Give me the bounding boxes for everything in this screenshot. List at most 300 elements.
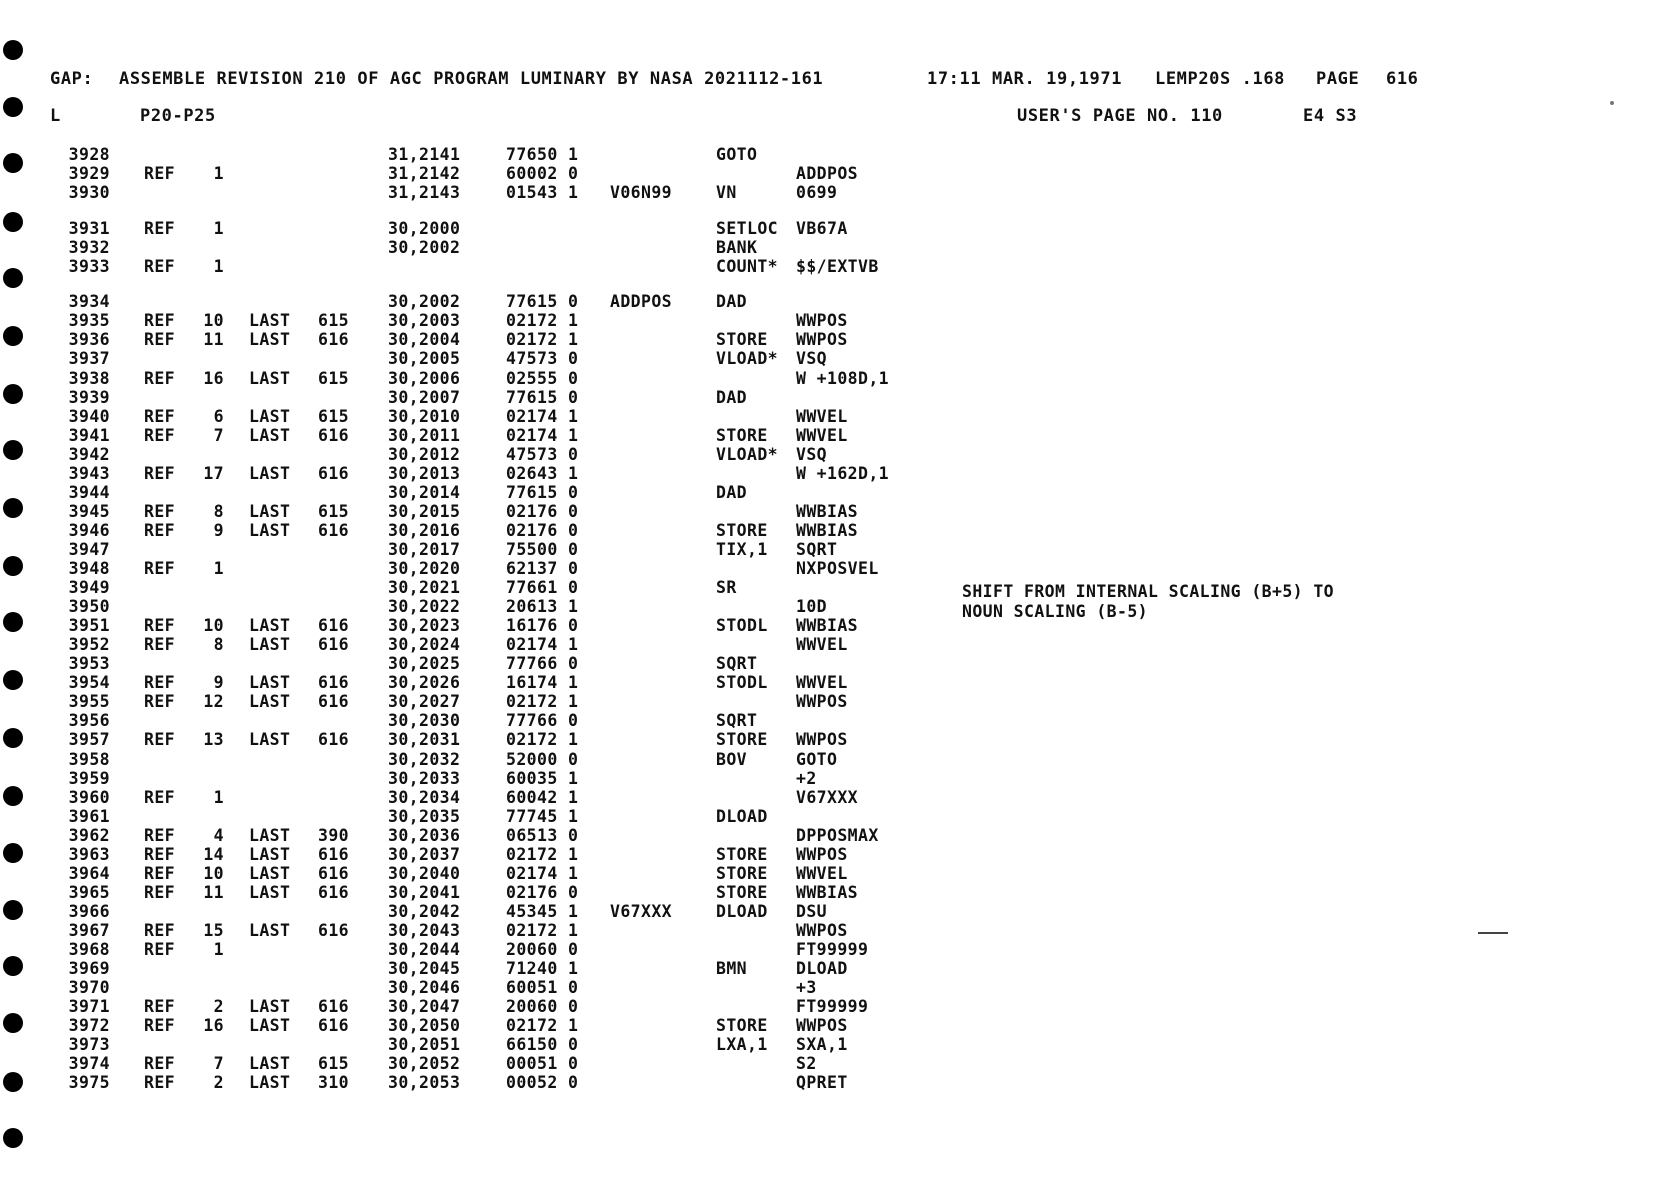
line-number: 3938 <box>68 368 110 388</box>
operand: FT99999 <box>796 997 869 1017</box>
address: 30,2047 <box>388 997 461 1017</box>
line-number: 3962 <box>68 825 110 845</box>
ref-keyword: REF <box>144 863 176 883</box>
operand: WWPOS <box>796 692 848 712</box>
opcode: STORE <box>716 882 768 902</box>
address: 30,2022 <box>388 597 461 617</box>
listing-line <box>0 978 1500 997</box>
last-keyword: LAST <box>249 520 291 540</box>
last-page: 615 <box>318 1054 350 1074</box>
operand: WWBIAS <box>796 501 859 521</box>
operand: WWPOS <box>796 730 848 750</box>
ref-keyword: REF <box>144 940 176 959</box>
object-code: 77615 0 <box>506 292 579 312</box>
listing-line <box>0 1054 1500 1073</box>
last-keyword: LAST <box>249 425 291 445</box>
line-number: 3974 <box>68 1054 110 1074</box>
last-page: 616 <box>318 844 350 864</box>
listing-line <box>0 788 1500 807</box>
last-page: 616 <box>318 673 350 693</box>
listing-line <box>0 845 1500 864</box>
last-keyword: LAST <box>249 501 291 521</box>
address: 30,2023 <box>388 616 461 636</box>
listing-line <box>0 940 1500 959</box>
operand: V67XXX <box>796 787 859 807</box>
last-page: 616 <box>318 635 350 655</box>
ref-count: 1 <box>213 787 224 807</box>
last-page: 616 <box>318 730 350 750</box>
operand: W +162D,1 <box>796 463 890 483</box>
operand: VSQ <box>796 349 828 369</box>
line-number: 3975 <box>68 1073 110 1093</box>
operand: WWVEL <box>796 425 848 445</box>
margin-speck <box>1610 101 1614 105</box>
object-code: 02172 1 <box>506 844 579 864</box>
listing-line <box>0 826 1500 845</box>
last-keyword: LAST <box>249 920 291 940</box>
opcode: VLOAD* <box>716 349 779 369</box>
last-page: 615 <box>318 368 350 388</box>
opcode: BANK <box>716 238 758 258</box>
last-page: 616 <box>318 863 350 883</box>
line-number: 3966 <box>68 901 110 921</box>
address: 30,2015 <box>388 501 461 521</box>
object-code: 77766 0 <box>506 711 579 731</box>
object-code: 60042 1 <box>506 787 579 807</box>
operand: SQRT <box>796 539 838 559</box>
line-number: 3956 <box>68 711 110 731</box>
last-keyword: LAST <box>249 330 291 350</box>
last-page: 615 <box>318 501 350 521</box>
line-number: 3940 <box>68 406 110 426</box>
line-number: 3934 <box>68 292 110 312</box>
address: 30,2002 <box>388 292 461 312</box>
address: 30,2012 <box>388 444 461 464</box>
opcode: STORE <box>716 330 768 350</box>
ref-count: 8 <box>213 501 224 521</box>
last-keyword: LAST <box>249 368 291 388</box>
line-number: 3955 <box>68 692 110 712</box>
address: 30,2017 <box>388 539 461 559</box>
listing-line <box>0 330 1500 349</box>
ref-count: 9 <box>213 673 224 693</box>
subheader-section: P20-P25 <box>140 106 216 126</box>
object-code: 75500 0 <box>506 539 579 559</box>
address: 31,2141 <box>388 145 461 164</box>
address: 30,2005 <box>388 349 461 369</box>
object-code: 60002 0 <box>506 164 579 184</box>
operand: WWVEL <box>796 673 848 693</box>
address: 30,2033 <box>388 768 461 788</box>
opcode: STORE <box>716 844 768 864</box>
last-page: 616 <box>318 920 350 940</box>
ref-keyword: REF <box>144 330 176 350</box>
opcode: LXA,1 <box>716 1035 768 1055</box>
listing-line <box>0 711 1500 730</box>
opcode: COUNT* <box>716 257 779 277</box>
ref-keyword: REF <box>144 825 176 845</box>
operand: WWVEL <box>796 406 848 426</box>
opcode: DLOAD <box>716 901 768 921</box>
listing-line <box>0 902 1500 921</box>
opcode: STORE <box>716 520 768 540</box>
comment-line-2: NOUN SCALING (B-5) <box>962 602 1149 621</box>
opcode: VLOAD* <box>716 444 779 464</box>
line-number: 3971 <box>68 997 110 1017</box>
last-keyword: LAST <box>249 1054 291 1074</box>
opcode: STODL <box>716 673 768 693</box>
last-keyword: LAST <box>249 730 291 750</box>
line-number: 3928 <box>68 145 110 164</box>
header-page-label: PAGE <box>1316 69 1360 89</box>
address: 30,2007 <box>388 387 461 407</box>
last-page: 616 <box>318 616 350 636</box>
ref-count: 7 <box>213 425 224 445</box>
ref-keyword: REF <box>144 425 176 445</box>
listing-line <box>0 559 1500 578</box>
last-keyword: LAST <box>249 882 291 902</box>
ref-keyword: REF <box>144 463 176 483</box>
line-number: 3935 <box>68 311 110 331</box>
ref-count: 6 <box>213 406 224 426</box>
ref-count: 10 <box>203 616 224 636</box>
address: 30,2016 <box>388 520 461 540</box>
opcode: SETLOC <box>716 219 779 239</box>
object-code: 02172 1 <box>506 330 579 350</box>
listing-line <box>0 483 1500 502</box>
line-number: 3949 <box>68 578 110 598</box>
line-number: 3970 <box>68 978 110 998</box>
opcode: GOTO <box>716 145 758 164</box>
ref-keyword: REF <box>144 311 176 331</box>
object-code: 77661 0 <box>506 578 579 598</box>
operand: WWPOS <box>796 311 848 331</box>
line-number: 3964 <box>68 863 110 883</box>
line-number: 3947 <box>68 539 110 559</box>
listing-line <box>0 883 1500 902</box>
operand: W +108D,1 <box>796 368 890 388</box>
listing-line <box>0 769 1500 788</box>
opcode: STORE <box>716 863 768 883</box>
object-code: 77615 0 <box>506 482 579 502</box>
ref-count: 10 <box>203 311 224 331</box>
address: 30,2040 <box>388 863 461 883</box>
object-code: 02643 1 <box>506 463 579 483</box>
object-code: 20060 0 <box>506 997 579 1017</box>
listing-line <box>0 238 1500 257</box>
object-code: 01543 1 <box>506 183 579 203</box>
ref-count: 2 <box>213 997 224 1017</box>
address: 30,2027 <box>388 692 461 712</box>
last-page: 616 <box>318 997 350 1017</box>
listing-line <box>0 750 1500 769</box>
ref-keyword: REF <box>144 692 176 712</box>
object-code: 02174 1 <box>506 425 579 445</box>
ref-count: 2 <box>213 1073 224 1093</box>
address: 30,2011 <box>388 425 461 445</box>
ref-keyword: REF <box>144 406 176 426</box>
address: 30,2046 <box>388 978 461 998</box>
ref-count: 1 <box>213 219 224 239</box>
object-code: 47573 0 <box>506 444 579 464</box>
object-code: 71240 1 <box>506 959 579 979</box>
listing-line <box>0 464 1500 483</box>
line-number: 3933 <box>68 257 110 277</box>
ref-keyword: REF <box>144 635 176 655</box>
line-number: 3932 <box>68 238 110 258</box>
address: 30,2013 <box>388 463 461 483</box>
listing-line <box>0 1016 1500 1035</box>
listing-line <box>0 145 1500 164</box>
operand: WWVEL <box>796 635 848 655</box>
operand: WWBIAS <box>796 616 859 636</box>
object-code: 02174 1 <box>506 863 579 883</box>
listing-line <box>0 1073 1500 1092</box>
listing-line <box>0 692 1500 711</box>
address: 30,2003 <box>388 311 461 331</box>
comment-line-1: SHIFT FROM INTERNAL SCALING (B+5) TO <box>962 582 1335 601</box>
operand: FT99999 <box>796 940 869 959</box>
listing-line <box>0 407 1500 426</box>
last-keyword: LAST <box>249 825 291 845</box>
listing-line <box>0 673 1500 692</box>
ref-count: 4 <box>213 825 224 845</box>
line-number: 3948 <box>68 559 110 578</box>
address: 30,2031 <box>388 730 461 750</box>
ref-keyword: REF <box>144 1054 176 1074</box>
listing-line <box>0 730 1500 749</box>
object-code: 47573 0 <box>506 349 579 369</box>
object-code: 77650 1 <box>506 145 579 164</box>
address: 30,2000 <box>388 219 461 239</box>
ref-keyword: REF <box>144 616 176 636</box>
last-keyword: LAST <box>249 692 291 712</box>
ref-keyword: REF <box>144 1016 176 1036</box>
listing-line <box>0 521 1500 540</box>
line-number: 3961 <box>68 806 110 826</box>
opcode: DAD <box>716 292 748 312</box>
last-keyword: LAST <box>249 1016 291 1036</box>
line-number: 3969 <box>68 959 110 979</box>
object-code: 02172 1 <box>506 1016 579 1036</box>
ref-count: 11 <box>203 330 224 350</box>
ref-count: 16 <box>203 1016 224 1036</box>
opcode: DAD <box>716 482 748 502</box>
object-code: 16176 0 <box>506 616 579 636</box>
last-keyword: LAST <box>249 1073 291 1093</box>
listing-line <box>0 164 1500 183</box>
subheader-tag: E4 S3 <box>1303 106 1358 126</box>
line-number: 3929 <box>68 164 110 184</box>
address: 30,2053 <box>388 1073 461 1093</box>
opcode: SQRT <box>716 711 758 731</box>
address: 30,2052 <box>388 1054 461 1074</box>
line-number: 3936 <box>68 330 110 350</box>
listing-line <box>0 426 1500 445</box>
ref-count: 1 <box>213 164 224 184</box>
ref-keyword: REF <box>144 368 176 388</box>
ref-keyword: REF <box>144 730 176 750</box>
object-code: 02174 1 <box>506 635 579 655</box>
address: 30,2041 <box>388 882 461 902</box>
operand: 10D <box>796 597 828 617</box>
line-number: 3943 <box>68 463 110 483</box>
object-code: 77615 0 <box>506 387 579 407</box>
address: 31,2142 <box>388 164 461 184</box>
listing-line <box>0 311 1500 330</box>
object-code: 66150 0 <box>506 1035 579 1055</box>
operand: VSQ <box>796 444 828 464</box>
ref-count: 15 <box>203 920 224 940</box>
listing-line <box>0 445 1500 464</box>
ref-keyword: REF <box>144 882 176 902</box>
line-number: 3951 <box>68 616 110 636</box>
opcode: SQRT <box>716 654 758 674</box>
ref-count: 10 <box>203 863 224 883</box>
object-code: 20613 1 <box>506 597 579 617</box>
address: 30,2035 <box>388 806 461 826</box>
operand: +2 <box>796 768 817 788</box>
listing-line <box>0 864 1500 883</box>
label: V67XXX <box>610 901 673 921</box>
line-number: 3941 <box>68 425 110 445</box>
line-number: 3958 <box>68 749 110 769</box>
last-page: 390 <box>318 825 350 845</box>
ref-count: 9 <box>213 520 224 540</box>
last-keyword: LAST <box>249 635 291 655</box>
ref-keyword: REF <box>144 673 176 693</box>
address: 30,2044 <box>388 940 461 959</box>
listing-line <box>0 257 1500 276</box>
ref-keyword: REF <box>144 844 176 864</box>
operand: WWPOS <box>796 330 848 350</box>
ref-count: 14 <box>203 844 224 864</box>
ref-count: 17 <box>203 463 224 483</box>
operand: WWPOS <box>796 1016 848 1036</box>
operand: VB67A <box>796 219 848 239</box>
listing-line <box>0 616 1500 635</box>
last-keyword: LAST <box>249 311 291 331</box>
object-code: 77766 0 <box>506 654 579 674</box>
line-number: 3930 <box>68 183 110 203</box>
header-left: GAP: <box>50 69 94 89</box>
object-code: 60035 1 <box>506 768 579 788</box>
opcode: TIX,1 <box>716 539 768 559</box>
opcode: STORE <box>716 730 768 750</box>
opcode: STORE <box>716 425 768 445</box>
address: 30,2042 <box>388 901 461 921</box>
operand: DPPOSMAX <box>796 825 879 845</box>
opcode: VN <box>716 183 737 203</box>
operand: SXA,1 <box>796 1035 848 1055</box>
line-number: 3967 <box>68 920 110 940</box>
opcode: DLOAD <box>716 806 768 826</box>
address: 30,2020 <box>388 559 461 578</box>
line-number: 3937 <box>68 349 110 369</box>
last-page: 616 <box>318 425 350 445</box>
operand: WWVEL <box>796 863 848 883</box>
address: 30,2034 <box>388 787 461 807</box>
last-page: 616 <box>318 520 350 540</box>
last-keyword: LAST <box>249 863 291 883</box>
ref-keyword: REF <box>144 501 176 521</box>
ref-count: 1 <box>213 559 224 578</box>
address: 30,2030 <box>388 711 461 731</box>
last-page: 616 <box>318 330 350 350</box>
listing-line <box>0 388 1500 407</box>
operand: WWBIAS <box>796 520 859 540</box>
opcode: BOV <box>716 749 748 769</box>
last-keyword: LAST <box>249 463 291 483</box>
operand: ADDPOS <box>796 164 859 184</box>
ref-keyword: REF <box>144 257 176 277</box>
ref-count: 8 <box>213 635 224 655</box>
ref-keyword: REF <box>144 520 176 540</box>
line-number: 3945 <box>68 501 110 521</box>
address: 30,2050 <box>388 1016 461 1036</box>
opcode: STORE <box>716 1016 768 1036</box>
ref-keyword: REF <box>144 920 176 940</box>
last-keyword: LAST <box>249 997 291 1017</box>
listing-line <box>0 292 1500 311</box>
object-code: 62137 0 <box>506 559 579 578</box>
object-code: 16174 1 <box>506 673 579 693</box>
opcode: STODL <box>716 616 768 636</box>
last-page: 310 <box>318 1073 350 1093</box>
line-number: 3953 <box>68 654 110 674</box>
address: 30,2014 <box>388 482 461 502</box>
operand: NXPOSVEL <box>796 559 879 578</box>
object-code: 20060 0 <box>506 940 579 959</box>
ref-count: 16 <box>203 368 224 388</box>
line-number: 3957 <box>68 730 110 750</box>
operand: S2 <box>796 1054 817 1074</box>
ref-count: 13 <box>203 730 224 750</box>
last-page: 616 <box>318 463 350 483</box>
listing-line <box>0 959 1500 978</box>
operand: +3 <box>796 978 817 998</box>
listing-line <box>0 349 1500 368</box>
listing-line <box>0 997 1500 1016</box>
ref-count: 11 <box>203 882 224 902</box>
object-code: 45345 1 <box>506 901 579 921</box>
listing-line <box>0 921 1500 940</box>
label: V06N99 <box>610 183 673 203</box>
listing-line <box>0 183 1500 202</box>
line-number: 3973 <box>68 1035 110 1055</box>
last-page: 616 <box>318 882 350 902</box>
line-number: 3972 <box>68 1016 110 1036</box>
operand: GOTO <box>796 749 838 769</box>
address: 30,2006 <box>388 368 461 388</box>
line-number: 3960 <box>68 787 110 807</box>
address: 30,2032 <box>388 749 461 769</box>
listing-line <box>0 1035 1500 1054</box>
address: 30,2025 <box>388 654 461 674</box>
listing-line <box>0 502 1500 521</box>
ref-keyword: REF <box>144 559 176 578</box>
header-title: ASSEMBLE REVISION 210 OF AGC PROGRAM LUMINARY BY NASA 2021112-161 <box>119 69 824 89</box>
operand: WWBIAS <box>796 882 859 902</box>
ref-keyword: REF <box>144 1073 176 1093</box>
object-code: 02172 1 <box>506 730 579 750</box>
ref-keyword: REF <box>144 219 176 239</box>
operand: WWPOS <box>796 920 848 940</box>
listing-line <box>0 654 1500 673</box>
object-code: 02176 0 <box>506 501 579 521</box>
address: 30,2026 <box>388 673 461 693</box>
listing-line <box>0 369 1500 388</box>
